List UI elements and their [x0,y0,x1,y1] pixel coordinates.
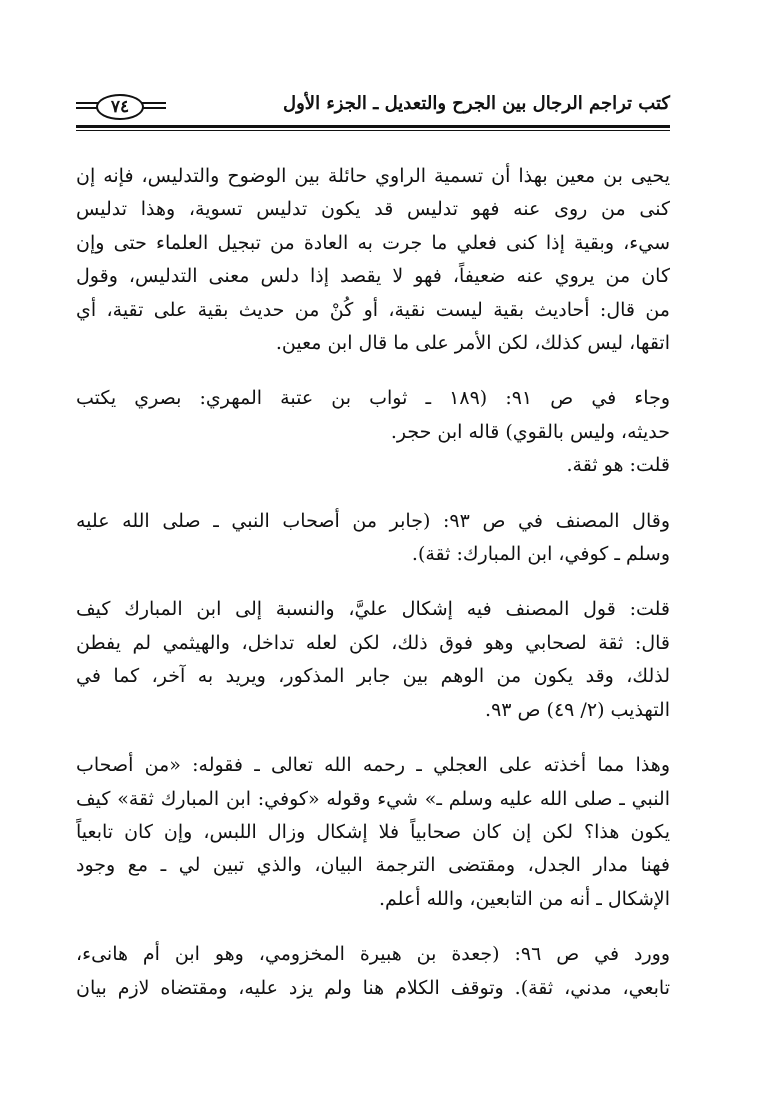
paragraph [76,160,670,360]
text-line: كان من يروي عنه ضعيفاً، فهو لا يقصد إذا دلس معنى التدليس، وقول [76,265,670,288]
text-line: قلت: هو ثقة. [566,454,670,477]
paragraph [76,505,670,572]
page-body [76,160,670,1027]
text-line: قلت: قول المصنف فيه إشكال عليَّ، والنسبة إلى ابن المبارك كيف [76,598,670,621]
header-rule [76,125,670,128]
text-line: فهنا مدار الجدل، ومقتضى الترجمة البيان، والذي تبين لي ـ مع وجود [76,854,670,877]
text-line: قال: ثقة لصحابي وهو فوق ذلك، لكن لعله تداخل، والهيثمي لم يفطن [76,631,670,654]
text-line: لذلك، وقد يكون من الوهم بين جابر المذكور، ويريد به آخر، كما في [76,665,670,688]
text-line: وهذا مما أخذته على العجلي ـ رحمه الله تعالى ـ فقوله: «من أصحاب [76,754,670,777]
header-rule-thin [76,130,670,131]
running-header [76,92,670,132]
paragraph [76,749,670,916]
text-line: تابعي، مدني، ثقة). وتوقف الكلام هنا ولم يزد عليه، ومقتضاه لازم بيان [76,976,670,999]
text-line: سيء، وبقية إذا كنى فعلي ما جرت به العادة من تبجيل العلماء حتى وإن [76,231,670,254]
page-number-ornament [76,92,166,122]
paragraph [76,382,670,449]
text-line: حديثه، وليس بالقوي) قاله ابن حجر. [390,420,670,443]
text-line: التهذيب (٢/ ٤٩) ص ٩٣. [485,698,670,721]
text-line: اتقها، ليس كذلك، لكن الأمر على ما قال ابن معين. [275,332,670,355]
text-line: يكون هذا؟ لكن إن كان صحابياً فلا إشكال وزال اللبس، وإن كان تابعياً [76,820,670,843]
page-number: ٧٤ [96,94,144,120]
text-line: وجاء في ص ٩١: (١٨٩ ـ ثواب بن عتبة المهري: بصري يكتب [76,387,670,410]
paragraph [76,449,670,482]
paragraph [76,593,670,727]
text-line: الإشكال ـ أنه من التابعين، والله أعلم. [378,887,670,910]
text-line: وسلم ـ كوفي، ابن المبارك: ثقة). [411,543,670,566]
header-title: كتب تراجم الرجال بين الجرح والتعديل ـ الجزء الأول [283,93,670,114]
text-line: يحيى بن معين بهذا أن تسمية الراوي حائلة بين الوضوح والتدليس، فإنه إن [76,165,670,187]
text-line: وورد في ص ٩٦: (جعدة بن هبيرة المخزومي، وهو ابن أم هانىء، [76,943,670,966]
paragraph [76,938,670,1005]
text-line: من قال: أحاديث بقية ليست نقية، أو كُنْ من حديث بقية على تقية، أي [76,298,670,321]
text-line: النبي ـ صلى الله عليه وسلم ـ» شيء وقوله «كوفي: ابن المبارك ثقة» كيف [76,787,670,810]
text-line: كنى من روى عنه فهو تدليس قد يكون تدليس تسوية، وهذا تدليس [76,198,670,221]
text-line: وقال المصنف في ص ٩٣: (جابر من أصحاب النبي ـ صلى الله عليه [76,509,670,532]
